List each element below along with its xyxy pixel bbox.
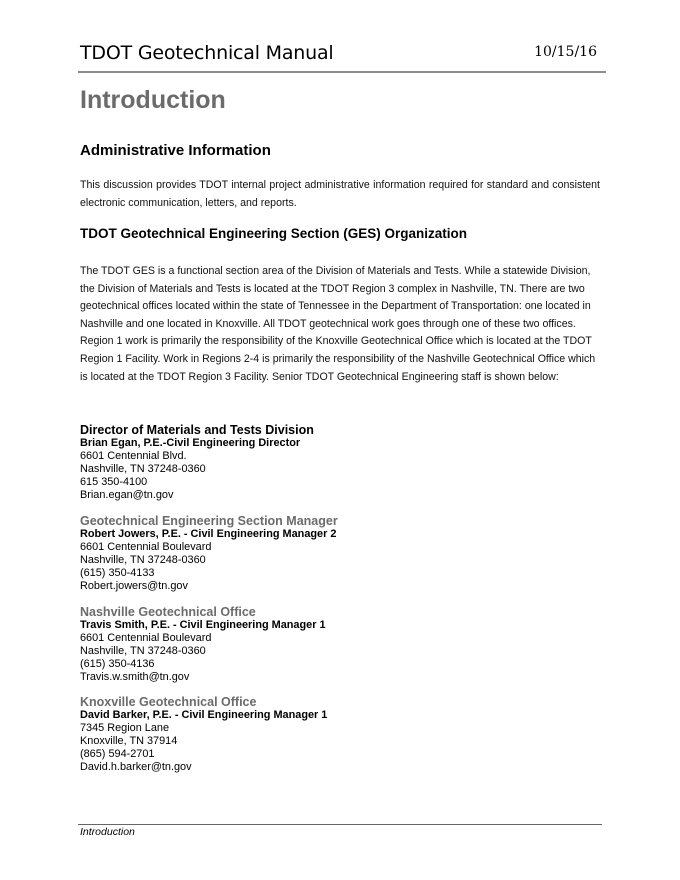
- contact-address-line1: 7345 Region Lane: [80, 721, 170, 734]
- admin-info-heading: Administrative Information: [80, 142, 271, 159]
- header-divider: [78, 71, 606, 73]
- contact-name: Travis Smith, P.E. - Civil Engineering Manager 1: [80, 619, 326, 631]
- ges-organization-paragraph: The TDOT GES is a functional section area of the Division of Materials and Tests. While a statewide Division, the Division of Materials and Tests is located at the TDOT Region 3 complex in Nashville, TN. There are two geotechnical offices located within the state of Tennessee in the Department of Transportation: one located in Nashville and one located in Knoxville. All TDOT geotechnical work goes through one of these two offices. Region 1 work is primarily the responsibility of the Knoxville Geotechnical Office which is located at the TDOT Region 1 Facility. Work in Regions 2-4 is primarily the responsibility of the Nashville Geotechnical Office which is located at the TDOT Region 3 Facility. Senior TDOT Geotechnical Engineering staff is shown below:: [80, 265, 596, 383]
- document-header-title: TDOT Geotechnical Manual: [80, 42, 334, 64]
- contact-heading: Nashville Geotechnical Office: [80, 605, 256, 619]
- contact-address-line1: 6601 Centennial Boulevard: [80, 631, 212, 644]
- contact-address-line2: Knoxville, TN 37914: [80, 734, 178, 747]
- contact-email: Brian.egan@tn.gov: [80, 488, 174, 501]
- contact-phone: (615) 350-4133: [80, 566, 155, 579]
- ges-organization-heading: TDOT Geotechnical Engineering Section (GES) Organization: [80, 226, 468, 241]
- contact-name: Robert Jowers, P.E. - Civil Engineering Manager 2: [80, 528, 337, 540]
- contact-phone: (615) 350-4136: [80, 657, 155, 670]
- contact-block-section-manager: [80, 514, 338, 593]
- contact-address-line2: Nashville, TN 37248-0360: [80, 644, 206, 657]
- contact-name: David Barker, P.E. - Civil Engineering Manager 1: [80, 709, 328, 721]
- document-header-date: 10/15/16: [534, 44, 597, 60]
- contact-address-line2: Nashville, TN 37248-0360: [80, 553, 206, 566]
- contact-block-knoxville-office: [80, 695, 327, 774]
- contact-heading: Knoxville Geotechnical Office: [80, 695, 257, 709]
- footer-section-label: Introduction: [80, 826, 135, 838]
- contact-block-director: [80, 423, 314, 502]
- contact-email: David.h.barker@tn.gov: [80, 760, 192, 773]
- contact-address-line2: Nashville, TN 37248-0360: [80, 462, 206, 475]
- contact-address-line1: 6601 Centennial Boulevard: [80, 540, 212, 553]
- contact-phone: (865) 594-2701: [80, 747, 155, 760]
- footer-divider: [78, 824, 602, 825]
- contact-email: Robert.jowers@tn.gov: [80, 579, 188, 592]
- contact-email: Travis.w.smith@tn.gov: [80, 670, 190, 683]
- contact-phone: 615 350-4100: [80, 475, 148, 488]
- contact-name: Brian Egan, P.E.-Civil Engineering Director: [80, 437, 301, 449]
- contact-address-line1: 6601 Centennial Blvd.: [80, 449, 187, 462]
- contact-heading: Geotechnical Engineering Section Manager: [80, 514, 338, 528]
- contact-heading: Director of Materials and Tests Division: [80, 423, 314, 437]
- page-title: Introduction: [80, 86, 226, 114]
- contact-block-nashville-office: [80, 605, 326, 684]
- admin-info-paragraph: This discussion provides TDOT internal project administrative information required for standard and consistent electronic communication, letters, and reports.: [80, 179, 600, 209]
